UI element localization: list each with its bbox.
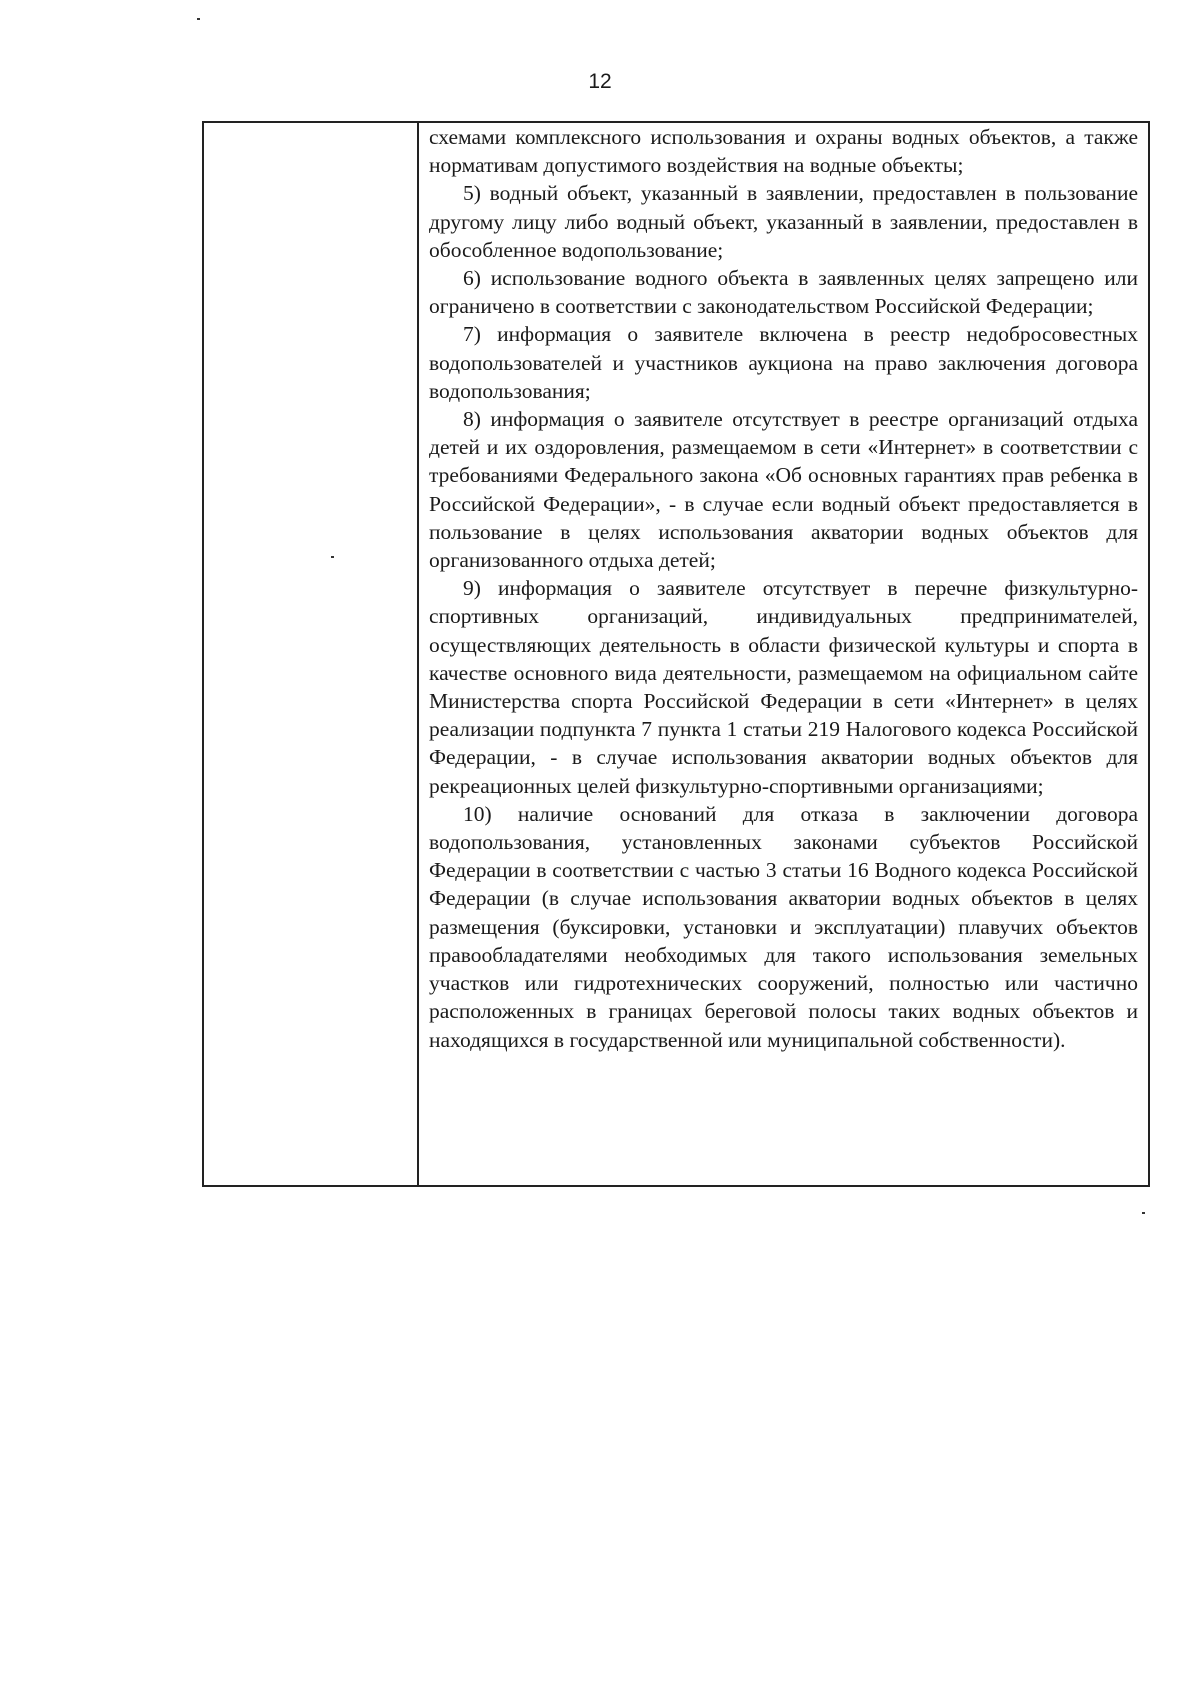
list-item: 9) информация о заявителе отсутствует в перечне физкультурно-спортивных организаций, индивидуальных предпринимателей, осуществляющих деятельность в области физической культуры и спорта в качестве основного вида деятельности, размещаемом на официальном сайте Министерства спорта Российской Федерации в сети «Интернет» в целях реализации подпункта 7 пункта 1 статьи 219 Налогового кодекса Российской Федерации, - в случае использования акватории водных объектов для рекреационных целей физкультурно-спортивными организациями; bbox=[429, 576, 1138, 798]
page-number: 12 bbox=[588, 70, 612, 93]
table-right-cell bbox=[419, 123, 1148, 1185]
list-item: схемами комплексного использования и охраны водных объектов, а также нормативам допустимого воздействия на водные объекты; bbox=[429, 125, 1138, 178]
table-left-cell bbox=[204, 123, 419, 1185]
list-item: 7) информация о заявителе включена в реестр недобросовестных водопользователей и участников аукциона на право заключения договора водопользования; bbox=[429, 322, 1138, 403]
scan-speck bbox=[197, 18, 200, 20]
list-item: 8) информация о заявителе отсутствует в реестре организаций отдыха детей и их оздоровления, размещаемом в сети «Интернет» в соответствии с требованиями Федерального закона «Об основных гарантиях прав ребенка в Российской Федерации», - в случае если водный объект предоставляется в пользование в целях использования акватории водных объектов для организованного отдыха детей; bbox=[429, 407, 1138, 573]
list-item: 10) наличие оснований для отказа в заключении договора водопользования, установленных законами субъектов Российской Федерации в соответствии с частью 3 статьи 16 Водного кодекса Российской Федерации (в случае использования акватории водных объектов в целях размещения (буксировки, установки и эксплуатации) плавучих объектов правообладателями необходимых для такого использования земельных участков или гидротехнических сооружений, полностью или частично расположенных в границах береговой полосы таких водных объектов и находящихся в государственной или муниципальной собственности). bbox=[429, 801, 1138, 1052]
list-item: 5) водный объект, указанный в заявлении, предоставлен в пользование другому лицу либо водный объект, указанный в заявлении, предоставлен в обособленное водопользование; bbox=[429, 181, 1138, 262]
document-table bbox=[202, 121, 1150, 1187]
scan-speck bbox=[1142, 1212, 1145, 1214]
list-item: 6) использование водного объекта в заявленных целях запрещено или ограничено в соответствии с законодательством Российской Федерации; bbox=[429, 266, 1138, 319]
